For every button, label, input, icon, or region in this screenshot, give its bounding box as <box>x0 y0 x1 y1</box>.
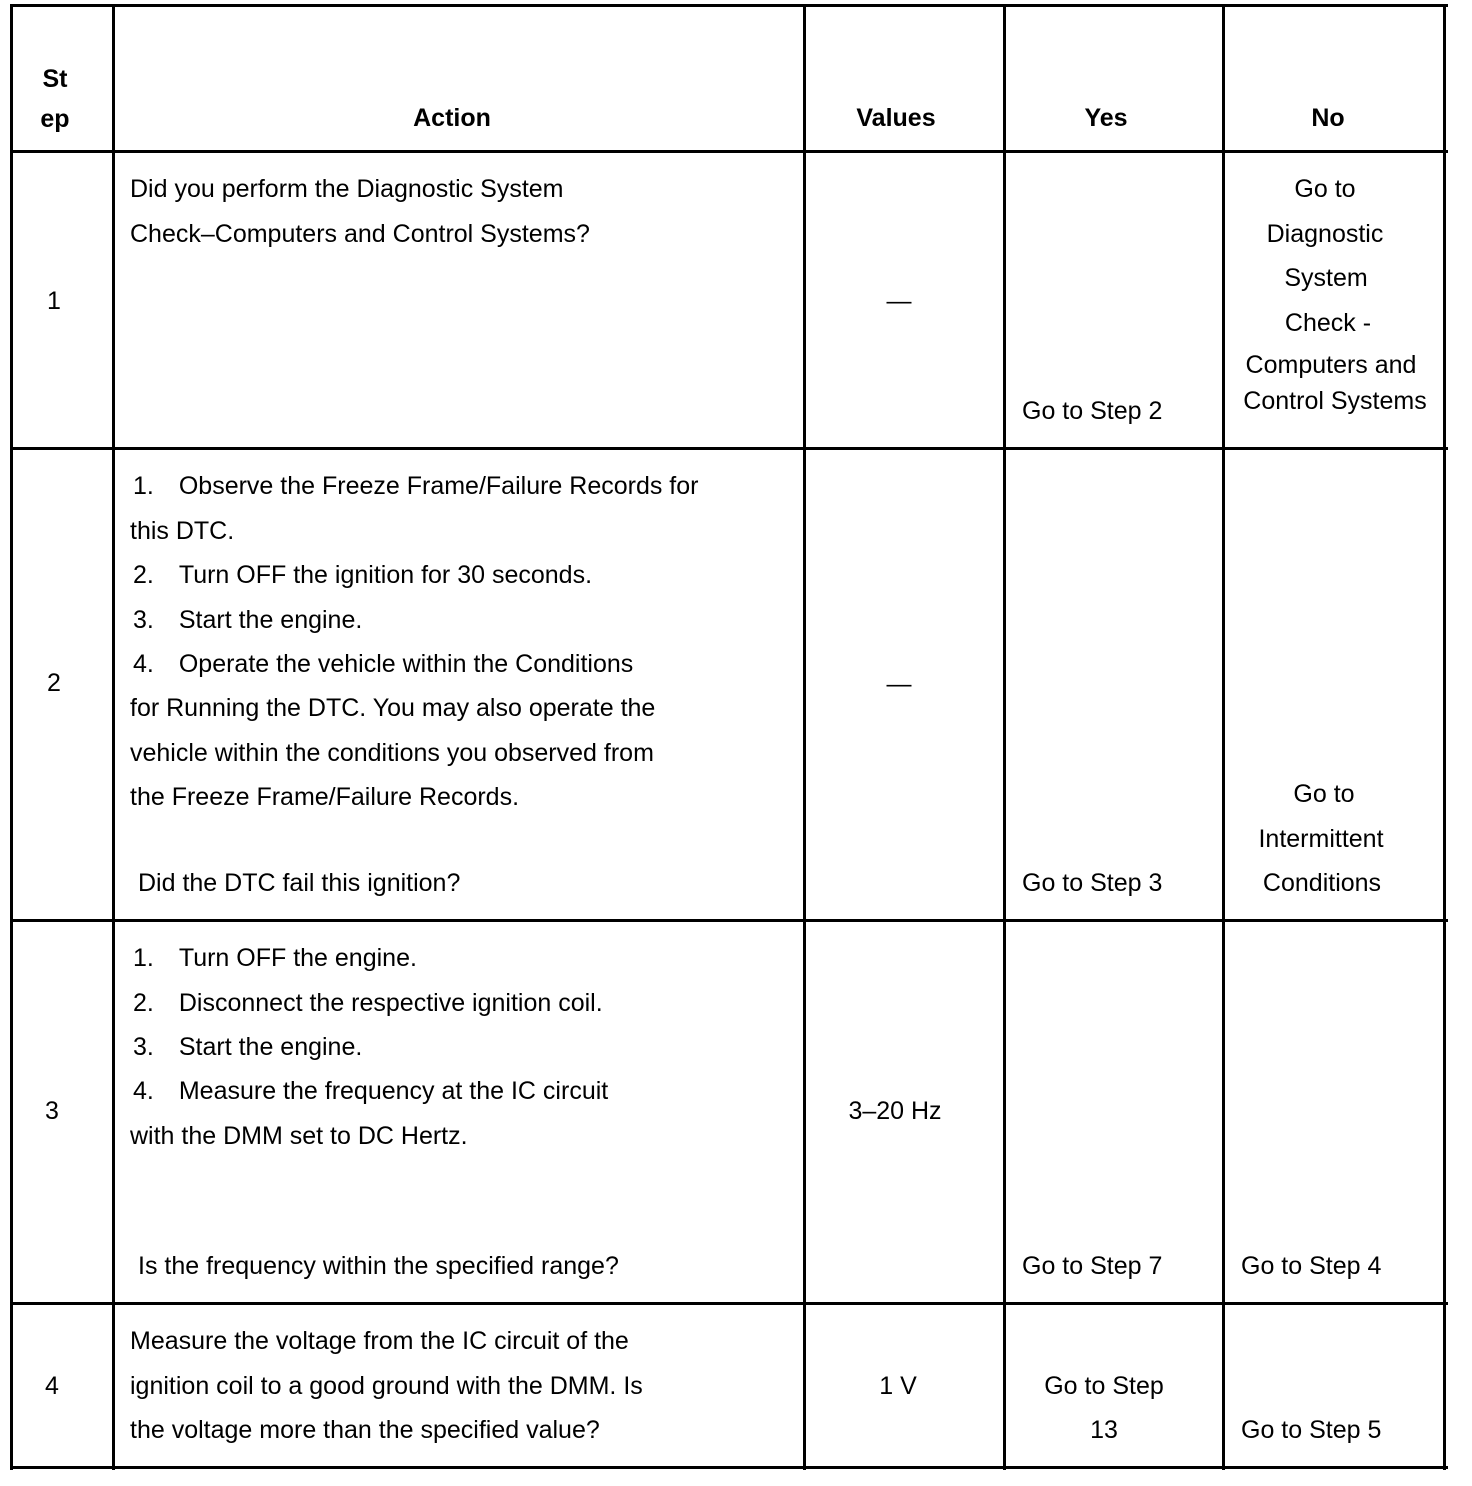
header-no: No <box>1311 104 1345 132</box>
action-line: 2. Turn OFF the ignition for 30 seconds. <box>133 561 593 589</box>
column-divider <box>1222 4 1225 1470</box>
action-line: the voltage more than the specified value? <box>130 1416 600 1444</box>
header-action: Action <box>413 104 491 132</box>
no-cell: Go to Step 4 <box>1241 1252 1382 1280</box>
step-number: 4 <box>45 1372 59 1400</box>
no-cell-line: Diagnostic <box>1266 220 1384 248</box>
header-values: Values <box>856 104 936 132</box>
action-line: Did you perform the Diagnostic System <box>130 175 564 203</box>
no-cell: Go to Step 5 <box>1241 1416 1382 1444</box>
header-step-line1: St <box>42 65 68 93</box>
value-cell: 1 V <box>879 1372 917 1400</box>
yes-cell: Go to Step 3 <box>1022 869 1163 897</box>
no-cell-line: Check - <box>1284 309 1372 337</box>
step-number: 2 <box>47 669 61 697</box>
no-cell-line: Control Systems <box>1243 387 1427 415</box>
action-line: 1. Observe the Freeze Frame/Failure Records for <box>133 472 699 500</box>
table-border-right <box>1443 4 1446 1470</box>
action-line: with the DMM set to DC Hertz. <box>130 1122 468 1150</box>
no-cell-line: Conditions <box>1262 869 1382 897</box>
action-line: for Running the DTC. You may also operate the <box>130 694 656 722</box>
action-line: vehicle within the conditions you observed from <box>130 739 654 767</box>
yes-cell-line: Go to Step <box>1044 1372 1164 1400</box>
table-border-left <box>10 4 13 1470</box>
no-cell-line: System <box>1284 264 1368 292</box>
no-cell-line: Go to <box>1293 780 1355 808</box>
action-line: 2. Disconnect the respective ignition coil. <box>133 989 603 1017</box>
header-step-line2: ep <box>40 105 70 133</box>
step-number: 3 <box>45 1097 59 1125</box>
action-line: the Freeze Frame/Failure Records. <box>130 783 520 811</box>
action-line: Measure the voltage from the IC circuit of the <box>130 1327 629 1355</box>
action-line: 1. Turn OFF the engine. <box>133 944 417 972</box>
header-divider <box>10 150 1448 153</box>
no-cell-line: Go to <box>1294 175 1356 203</box>
yes-cell-line: 13 <box>1090 1416 1118 1444</box>
row-divider <box>10 447 1448 450</box>
value-cell: — <box>886 287 912 315</box>
no-cell-line: Computers and <box>1245 351 1417 379</box>
header-step <box>40 64 69 134</box>
column-divider <box>1003 4 1006 1470</box>
header-yes: Yes <box>1084 104 1128 132</box>
action-question: Is the frequency within the specified range? <box>138 1252 619 1280</box>
action-line: 3. Start the engine. <box>133 1033 363 1061</box>
action-line: 4. Operate the vehicle within the Conditions <box>133 650 634 678</box>
no-cell-line: Intermittent <box>1258 825 1384 853</box>
yes-cell: Go to Step 2 <box>1022 397 1163 425</box>
row-divider <box>10 919 1448 922</box>
action-line: 4. Measure the frequency at the IC circuit <box>133 1077 609 1105</box>
step-number: 1 <box>47 287 61 315</box>
action-question: Did the DTC fail this ignition? <box>138 869 461 897</box>
table-border-bottom <box>10 1466 1448 1469</box>
action-line: ignition coil to a good ground with the DMM. Is <box>130 1372 643 1400</box>
action-line: this DTC. <box>130 517 235 545</box>
row-divider <box>10 1302 1448 1305</box>
value-cell: 3–20 Hz <box>848 1097 942 1125</box>
table-border-top <box>10 4 1448 7</box>
action-line: Check–Computers and Control Systems? <box>130 220 590 248</box>
yes-cell: Go to Step 7 <box>1022 1252 1163 1280</box>
value-cell: — <box>886 670 912 698</box>
column-divider <box>803 4 806 1470</box>
column-divider <box>112 4 115 1470</box>
action-line: 3. Start the engine. <box>133 606 363 634</box>
